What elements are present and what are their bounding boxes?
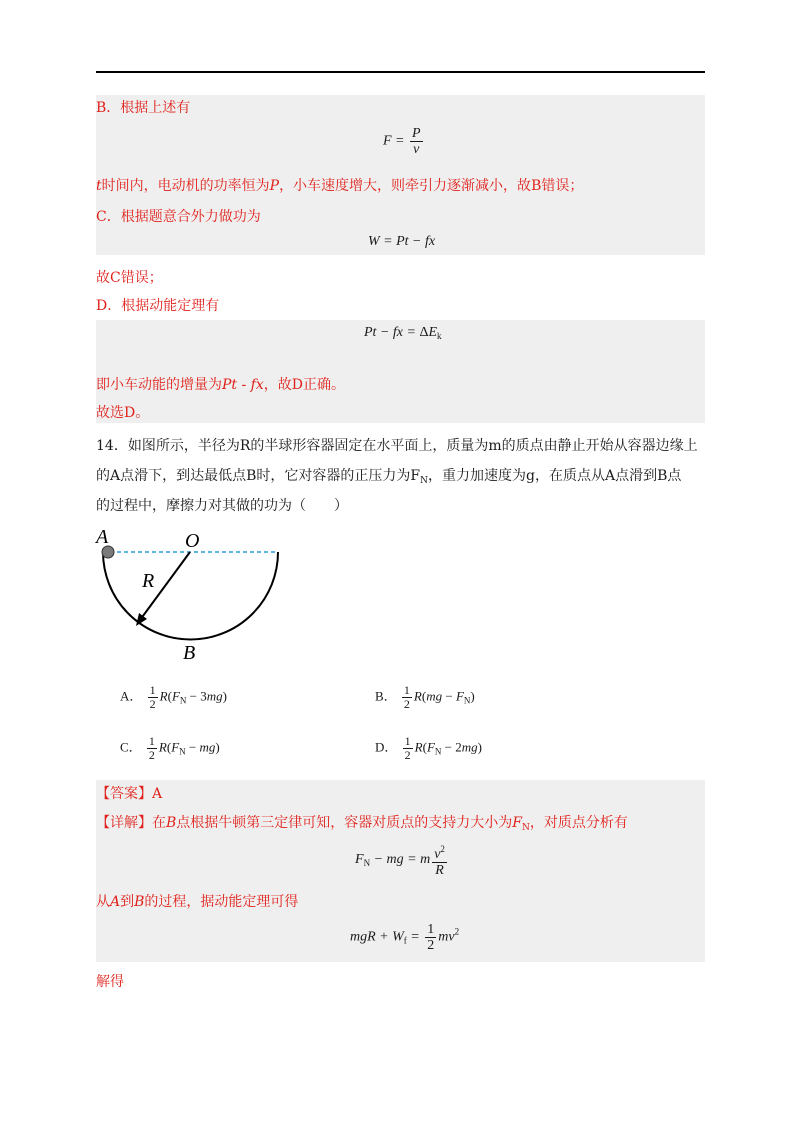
option-b[interactable]: B． $\frac{1}{2}$ $R(mg - F_N)$: [375, 683, 475, 711]
option-d-heading: D．根据动能定理有: [96, 298, 220, 314]
option-c-heading: C．根据题意合外力做功为: [96, 209, 261, 225]
formula-energy-theorem: mgR + $W_f$ = $\frac{1}{2}$ $mv^2$: [350, 922, 460, 953]
question-line-2: 的A点滑下，到达最低点B时，它对容器的正压力为$F_N$，重力加速度为g，在质点从A点滑到B点: [96, 468, 682, 486]
answer-detail: 【详解】在B点根据牛顿第三定律可知，容器对质点的支持力大小为$F_N$，对质点分析有: [96, 815, 628, 833]
option-c[interactable]: C． $\frac{1}{2}$ $R(F_N - mg)$: [120, 734, 220, 762]
formula-f-equals-p-over-v: F = $\frac{P}{v}$: [383, 126, 421, 157]
label-r: R: [142, 570, 155, 592]
formula-kinetic-energy: Pt − fx = $\Delta E_k$: [364, 325, 442, 341]
formula-newton: $F_N$ − mg = m $\frac{v^2}{R}$: [355, 844, 445, 878]
label-b: B: [183, 642, 196, 664]
label-o: O: [185, 530, 200, 552]
hemisphere-figure: [90, 525, 290, 665]
option-c-conclusion: 故C错误；: [96, 270, 163, 286]
formula-work: W = Pt − fx: [368, 234, 436, 249]
answer-label: 【答案】A: [96, 786, 163, 802]
answer-solve: 解得: [96, 974, 124, 990]
option-d[interactable]: D． $\frac{1}{2}$ $R(F_N - 2mg)$: [375, 734, 482, 762]
option-d-result: 即小车动能的增量为Pt - fx，故D正确。: [96, 377, 345, 393]
option-b-heading: B．根据上述有: [96, 100, 191, 116]
option-a[interactable]: A． $\frac{1}{2}$ $R(F_N - 3mg)$: [120, 683, 227, 711]
hemisphere-arc: [103, 552, 278, 640]
solution-band-1: [96, 95, 705, 255]
question-line-3: 的过程中，摩擦力对其做的功为（ ）: [96, 498, 348, 514]
question-line-1: 14．如图所示，半径为R的半球形容器固定在水平面上，质量为m的质点由静止开始从容器边缘上: [96, 438, 698, 454]
answer-from-a-to-b: 从A到B的过程，据动能定理可得: [96, 894, 299, 910]
final-choice: 故选D。: [96, 405, 150, 421]
header-rule: [96, 71, 705, 73]
option-b-explanation: t时间内，电动机的功率恒为P，小车速度增大，则牵引力逐渐减小，故B错误；: [96, 178, 584, 194]
label-a: A: [96, 526, 109, 548]
